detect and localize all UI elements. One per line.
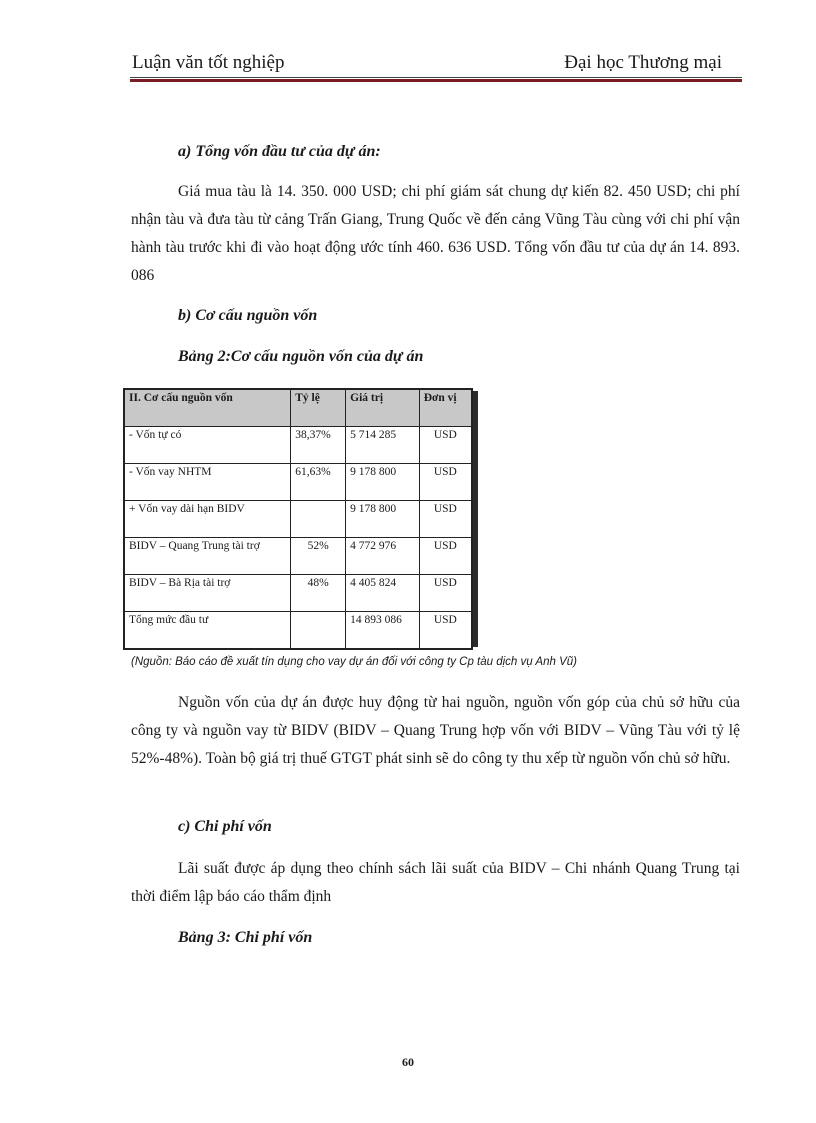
table-cell: USD [419,501,472,538]
table-cell [291,501,346,538]
header-thesis-label: Luận văn tốt nghiệp [132,52,285,73]
table-cell: USD [419,612,472,650]
table-cell: Tổng mức đầu tư [124,612,291,650]
table2-header-cell: II. Cơ cấu nguồn vốn [124,389,291,427]
table2-container [123,388,476,647]
section-c-paragraph: Lãi suất được áp dụng theo chính sách lãi suất của BIDV – Chi nhánh Quang Trung tại thời điểm lập báo cáo thẩm định [131,860,740,905]
section-c-heading: c) Chi phí vốn [178,818,272,835]
table2-header-cell: Tỷ lệ [291,389,346,427]
table-row [124,538,472,575]
header-rule-thin [130,77,742,78]
table-cell: 61,63% [291,464,346,501]
table-cell: 14 893 086 [346,612,420,650]
table2-header-cell: Giá trị [346,389,420,427]
table2-header-row [124,389,472,427]
table-cell: BIDV – Bà Rịa tài trợ [124,575,291,612]
table2-source-note: (Nguồn: Báo cáo đề xuất tín dụng cho vay dự án đối với công ty Cp tàu dịch vụ Anh Vũ) [131,656,577,668]
table-cell: USD [419,427,472,464]
table-cell: - Vốn tự có [124,427,291,464]
section-b-paragraph: Nguồn vốn của dự án được huy động từ hai nguồn, nguồn vốn góp của chủ sở hữu của công ty và nguồn vay từ BIDV (BIDV – Quang Trung hợp vốn với BIDV – Vũng Tàu với tỷ lệ 52%-48%). Toàn bộ giá trị thuế GTGT phát sinh sẽ do công ty thu xếp từ nguồn vốn chủ sở hữu. [131,694,740,767]
section-a-paragraph: Giá mua tàu là 14. 350. 000 USD; chi phí giám sát chung dự kiến 82. 450 USD; chi phí nhận tàu và đưa tàu từ cảng Trấn Giang, Trung Quốc về đến cảng Vũng Tàu cùng với chi phí vận hành tàu trước khi đi vào hoạt động ước tính 460. 636 USD. Tổng vốn đầu tư của dự án 14. 893. 086 [131,183,740,284]
table-row [124,464,472,501]
table-cell: - Vốn vay NHTM [124,464,291,501]
table-cell: 9 178 800 [346,464,420,501]
table2-header-cell: Đơn vị [419,389,472,427]
table2 [123,388,473,650]
table-cell [291,612,346,650]
table-cell: USD [419,538,472,575]
table-cell: 52% [291,538,346,575]
section-b-heading: b) Cơ cấu nguồn vốn [178,307,318,324]
table-cell: USD [419,464,472,501]
table-cell: 38,37% [291,427,346,464]
table-cell: USD [419,575,472,612]
table-cell: 4 405 824 [346,575,420,612]
table-cell: + Vốn vay dài hạn BIDV [124,501,291,538]
table-row [124,612,472,650]
table-row [124,575,472,612]
section-a-heading: a) Tổng vốn đầu tư của dự án: [178,143,381,160]
table2-caption: Bảng 2:Cơ cấu nguồn vốn của dự án [178,348,424,365]
header-rule-thick [130,79,742,82]
table-cell: 4 772 976 [346,538,420,575]
table-row [124,427,472,464]
page-header [130,52,742,76]
table-cell: 9 178 800 [346,501,420,538]
table-cell: 48% [291,575,346,612]
table-row [124,501,472,538]
table-cell: BIDV – Quang Trung tài trợ [124,538,291,575]
table-cell: 5 714 285 [346,427,420,464]
table3-caption: Bảng 3: Chi phí vốn [178,929,313,946]
page-number: 60 [402,1055,414,1069]
header-university-label: Đại học Thương mại [564,52,722,73]
